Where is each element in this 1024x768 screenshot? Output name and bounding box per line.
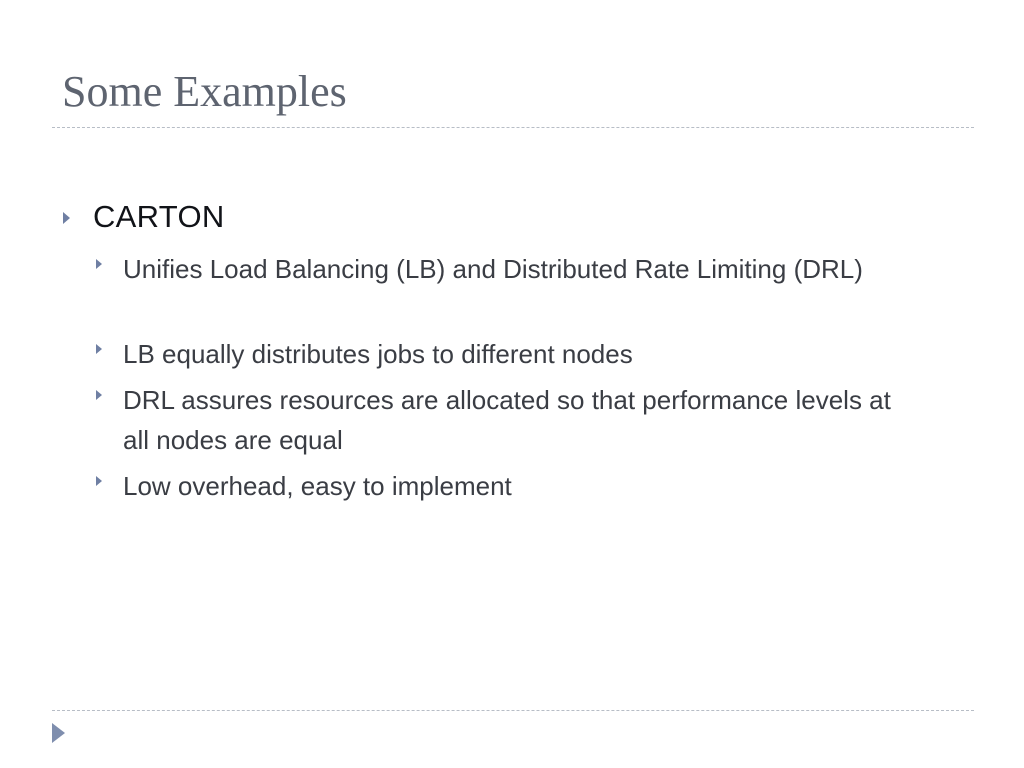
triangle-right-icon [63, 212, 70, 224]
bottom-divider [52, 710, 974, 711]
sub-bullet-item [96, 334, 896, 374]
footer-triangle-icon [52, 723, 65, 743]
sub-bullet-text: Low overhead, easy to implement [123, 471, 512, 501]
triangle-right-icon [96, 476, 102, 486]
sub-bullet-text: LB equally distributes jobs to different nodes [123, 339, 633, 369]
triangle-right-icon [96, 344, 102, 354]
sub-bullet-item [96, 380, 896, 460]
slide-title: Some Examples [62, 67, 347, 116]
sub-bullet-text: DRL assures resources are allocated so that performance levels at all nodes are equal [123, 385, 891, 455]
triangle-right-icon [96, 259, 102, 269]
bullet-label: CARTON [93, 199, 225, 234]
sub-bullet-text: Unifies Load Balancing (LB) and Distributed Rate Limiting (DRL) [123, 254, 863, 284]
sub-bullet-item [96, 466, 896, 506]
triangle-right-icon [96, 390, 102, 400]
bullet-item [63, 198, 963, 236]
sub-bullet-item [96, 249, 896, 289]
